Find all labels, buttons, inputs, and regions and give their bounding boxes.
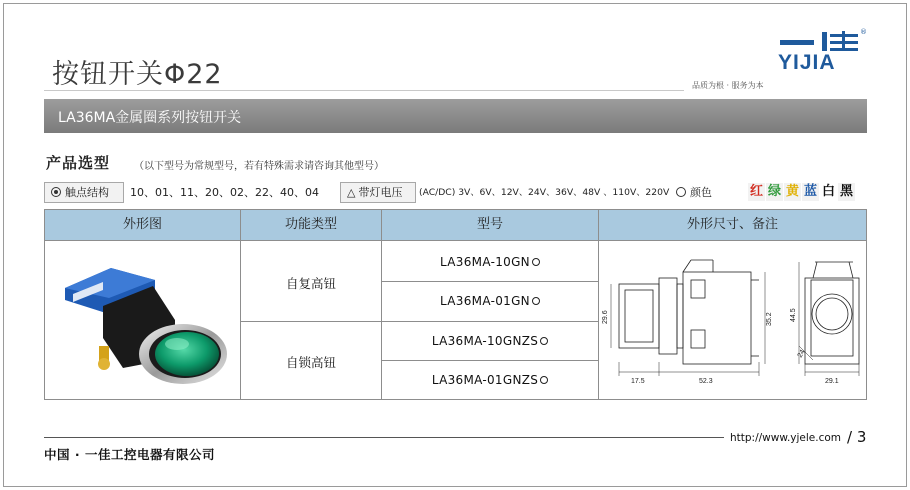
options-row xyxy=(44,182,867,203)
logo-mark-icon xyxy=(778,30,860,52)
logo-text: YIJIA xyxy=(778,51,836,74)
triangle-icon: △ xyxy=(347,186,356,199)
banner-text: LA36MA金属圈系列按钮开关 xyxy=(58,110,242,126)
dim-label: 29.1 xyxy=(825,378,839,385)
color-chip: 绿 xyxy=(767,184,781,199)
model-row: LA36MA-01GN xyxy=(382,294,598,308)
type-self-reset: 自复高钮 xyxy=(285,276,336,291)
model-row: LA36MA-10GN xyxy=(382,255,598,269)
footer-company: 中国 · 一佳工控电器有限公司 xyxy=(44,447,215,462)
dim-label: 29.6 xyxy=(602,310,609,324)
color-chip: 蓝 xyxy=(803,184,817,199)
section-title: 产品选型 xyxy=(46,154,111,172)
color-chip: 白 xyxy=(821,184,835,199)
header-dimensions: 外形尺寸、备注 xyxy=(686,217,778,232)
footer-url[interactable]: http://www.yjele.com xyxy=(730,432,842,444)
header-appearance: 外形图 xyxy=(122,217,162,232)
col-divider xyxy=(598,210,599,399)
model-suffix-circle-icon xyxy=(532,258,540,266)
row-divider xyxy=(382,360,598,361)
dim-label: 52.3 xyxy=(699,378,713,385)
slogan: 品质为根 · 服务为本 xyxy=(692,81,764,90)
group-divider xyxy=(241,321,598,322)
row-divider xyxy=(382,281,598,282)
table-header xyxy=(45,210,866,240)
page-number: / 3 xyxy=(847,428,867,446)
radio-dot-icon xyxy=(51,187,61,197)
header-model: 型号 xyxy=(476,217,503,232)
header-function: 功能类型 xyxy=(284,217,337,232)
contact-option-label: 触点结构 xyxy=(44,182,124,203)
page-title: 按钮开关Φ22 xyxy=(52,59,223,90)
registered-mark: ® xyxy=(860,28,867,36)
model-table xyxy=(44,209,867,400)
footer-rule xyxy=(44,437,724,438)
color-chip: 黑 xyxy=(839,184,853,199)
header-divider xyxy=(45,240,866,241)
color-option-label: 颜色 xyxy=(676,182,712,203)
model-suffix-circle-icon xyxy=(540,376,548,384)
brand-logo xyxy=(778,30,860,76)
dim-label: 24 xyxy=(796,348,807,359)
type-self-lock: 自锁高钮 xyxy=(285,355,336,370)
dim-label: 44.5 xyxy=(790,308,797,322)
voltage-values: (AC/DC) 3V、6V、12V、24V、36V、48V 、110V、220V xyxy=(419,187,670,198)
series-banner xyxy=(44,99,867,133)
radio-circle-icon xyxy=(676,187,686,197)
voltage-option-label: △ 带灯电压 xyxy=(340,182,416,203)
model-suffix-circle-icon xyxy=(540,337,548,345)
dim-label: 17.5 xyxy=(631,378,645,385)
model-row: LA36MA-01GNZS xyxy=(382,373,598,387)
title-rule xyxy=(44,90,684,91)
model-suffix-circle-icon xyxy=(532,297,540,305)
model-row: LA36MA-10GNZS xyxy=(382,334,598,348)
dim-label: 35.2 xyxy=(766,312,773,326)
color-chip: 黄 xyxy=(785,184,799,199)
product-image xyxy=(63,258,233,386)
dimension-drawing xyxy=(603,250,865,390)
section-note: （以下型号为常规型号，若有特殊需求请咨询其他型号） xyxy=(134,161,384,172)
contact-values: 10、01、11、20、02、22、40、04 xyxy=(130,186,319,199)
color-chip: 红 xyxy=(749,184,763,199)
